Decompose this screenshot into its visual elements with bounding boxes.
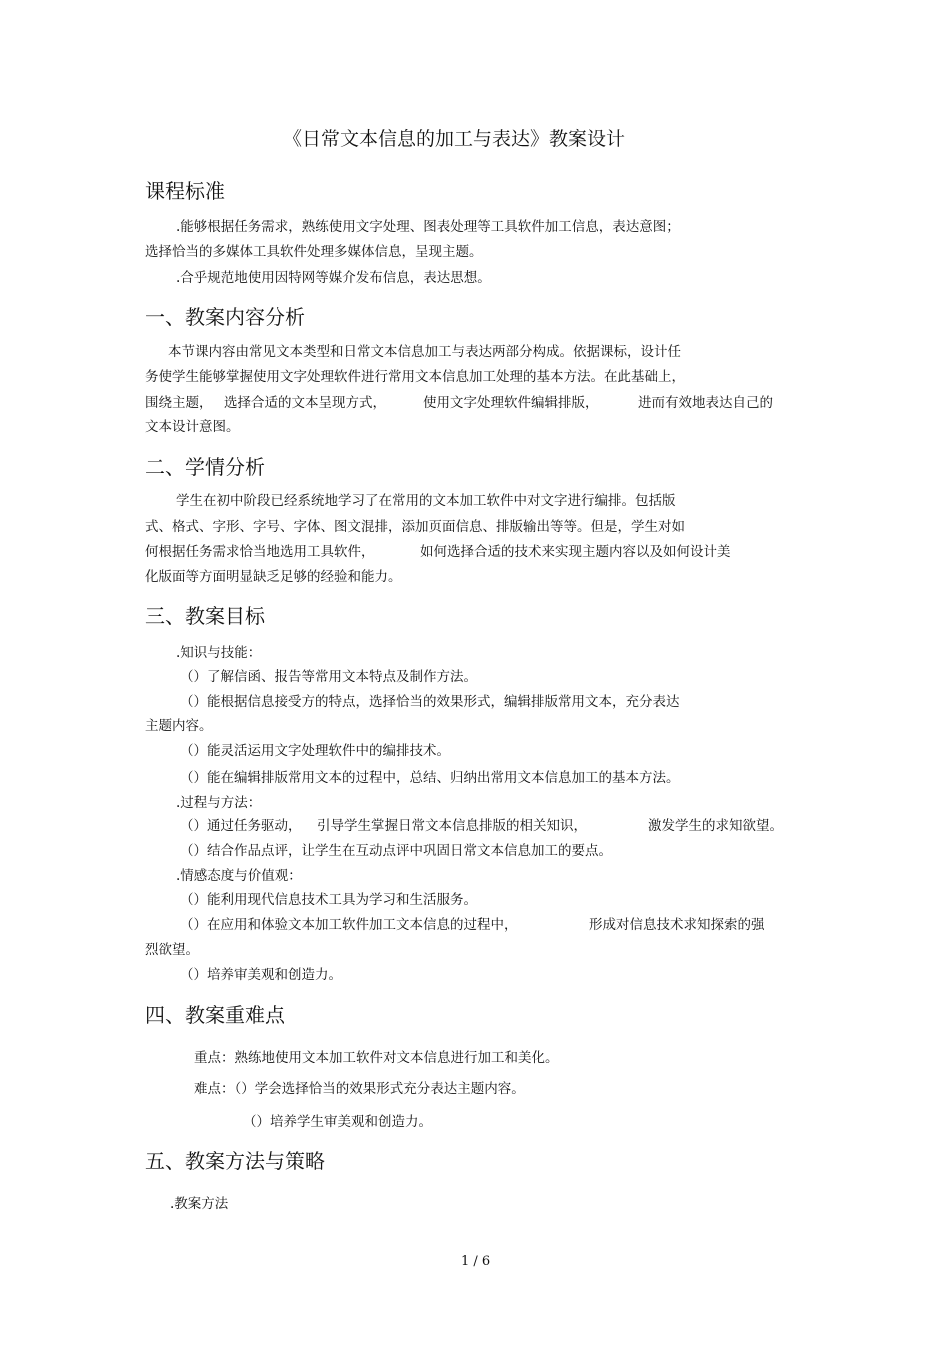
paragraph-line: .合乎规范地使用因特网等媒介发布信息，表达思想。 xyxy=(176,270,491,286)
paragraph-line: 主题内容。 xyxy=(145,718,213,734)
paragraph-line: .过程与方法： xyxy=(176,795,262,811)
section-heading-curriculum-standard: 课程标准 xyxy=(145,179,225,203)
paragraph-line: 本节课内容由常见文本类型和日常文本信息加工与表达两部分构成。依据课标，设计任 xyxy=(168,344,681,360)
paragraph-line: 务使学生能够掌握使用文字处理软件进行常用文本信息加工处理的基本方法。在此基础上， xyxy=(145,369,685,385)
paragraph-line: （）培养审美观和创造力。 xyxy=(180,967,342,983)
section-heading-content-analysis: 一、教案内容分析 xyxy=(145,305,305,329)
paragraph-line: （）了解信函、报告等常用文本特点及制作方法。 xyxy=(180,669,477,685)
paragraph-line: 式、格式、字形、字号、字体、图文混排，添加页面信息、排版输出等等。但是，学生对如 xyxy=(145,519,685,535)
section-heading-student-analysis: 二、学情分析 xyxy=(145,455,265,479)
section-heading-objectives: 三、教案目标 xyxy=(145,604,265,628)
paragraph-line: 何根据任务需求恰当地选用工具软件， xyxy=(145,544,375,560)
paragraph-line: .教案方法 xyxy=(170,1196,229,1212)
paragraph-line: 难点：（）学会选择恰当的效果形式充分表达主题内容。 xyxy=(194,1081,525,1097)
paragraph-line: 文本设计意图。 xyxy=(145,419,240,435)
paragraph-line: 选择恰当的多媒体工具软件处理多媒体信息，呈现主题。 xyxy=(145,244,483,260)
paragraph-line: 激发学生的求知欲望。 xyxy=(648,818,783,834)
section-heading-key-difficult-points: 四、教案重难点 xyxy=(145,1003,285,1027)
paragraph-line: 选择合适的文本呈现方式， xyxy=(224,395,386,411)
section-heading-methods-strategies: 五、教案方法与策略 xyxy=(145,1149,325,1173)
paragraph-line: 重点：熟练地使用文本加工软件对文本信息进行加工和美化。 xyxy=(194,1050,559,1066)
paragraph-line: 学生在初中阶段已经系统地学习了在常用的文本加工软件中对文字进行编排。包括版 xyxy=(176,493,676,509)
paragraph-line: 围绕主题， xyxy=(145,395,213,411)
paragraph-line: （）通过任务驱动， xyxy=(180,818,302,834)
paragraph-line: .知识与技能： xyxy=(176,645,262,661)
paragraph-line: .能够根据任务需求，熟练使用文字处理、图表处理等工具软件加工信息，表达意图； xyxy=(176,219,680,235)
paragraph-line: （）能利用现代信息技术工具为学习和生活服务。 xyxy=(180,892,477,908)
document-title: 《日常文本信息的加工与表达》教案设计 xyxy=(283,128,626,150)
paragraph-line: 烈欲望。 xyxy=(145,942,199,958)
paragraph-line: 化版面等方面明显缺乏足够的经验和能力。 xyxy=(145,569,402,585)
paragraph-line: 进而有效地表达自己的 xyxy=(638,395,773,411)
paragraph-line: （）在应用和体验文本加工软件加工文本信息的过程中， xyxy=(180,917,518,933)
paragraph-line: 引导学生掌握日常文本信息排版的相关知识， xyxy=(317,818,587,834)
paragraph-line: 如何选择合适的技术来实现主题内容以及如何设计美 xyxy=(420,544,731,560)
paragraph-line: 使用文字处理软件编辑排版， xyxy=(423,395,599,411)
paragraph-line: （）能在编辑排版常用文本的过程中，总结、归纳出常用文本信息加工的基本方法。 xyxy=(180,770,680,786)
paragraph-line: （）结合作品点评，让学生在互动点评中巩固日常文本信息加工的要点。 xyxy=(180,843,612,859)
paragraph-line: （）能根据信息接受方的特点，选择恰当的效果形式，编辑排版常用文本，充分表达 xyxy=(180,694,680,710)
paragraph-line: （）培养学生审美观和创造力。 xyxy=(243,1114,432,1130)
paragraph-line: （）能灵活运用文字处理软件中的编排技术。 xyxy=(180,743,450,759)
paragraph-line: .情感态度与价值观： xyxy=(176,868,302,884)
page-number: 1 / 6 xyxy=(461,1254,491,1269)
paragraph-line: 形成对信息技术求知探索的强 xyxy=(589,917,765,933)
